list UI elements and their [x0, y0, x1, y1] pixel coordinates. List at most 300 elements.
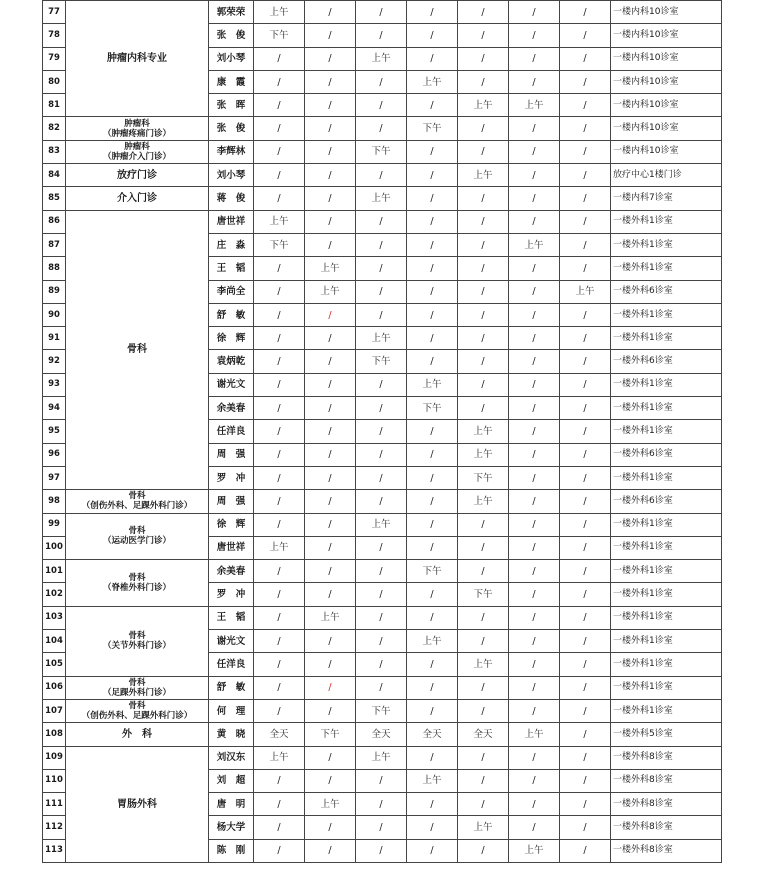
schedule-slot-day-3: /: [356, 117, 407, 140]
department-subname: （足踝外科门诊）: [102, 687, 171, 698]
schedule-slot-day-5: 上午: [458, 443, 509, 466]
doctor-name: 刘小琴: [209, 164, 254, 187]
schedule-slot-day-1: /: [254, 513, 305, 536]
schedule-slot-day-4: 上午: [407, 70, 458, 93]
schedule-slot-day-2: /: [305, 466, 356, 489]
schedule-slot-day-5: /: [458, 350, 509, 373]
department-cell: [66, 606, 209, 676]
schedule-slot-day-4: /: [407, 303, 458, 326]
schedule-slot-day-7: /: [560, 676, 611, 699]
department-cell: [66, 1, 209, 117]
schedule-slot-day-2: /: [305, 164, 356, 187]
doctor-name: 任洋良: [209, 420, 254, 443]
schedule-slot-day-7: /: [560, 723, 611, 746]
schedule-slot-day-3: /: [356, 490, 407, 513]
row-number: 107: [43, 699, 66, 722]
doctor-name: 唐世祥: [209, 536, 254, 559]
row-number: 98: [43, 490, 66, 513]
schedule-slot-day-7: /: [560, 560, 611, 583]
doctor-name: 刘小琴: [209, 47, 254, 70]
schedule-slot-day-5: /: [458, 560, 509, 583]
schedule-slot-day-4: /: [407, 536, 458, 559]
schedule-slot-day-4: 下午: [407, 397, 458, 420]
department-cell: [66, 490, 209, 513]
schedule-slot-day-2: /: [305, 47, 356, 70]
department-name: 骨科: [128, 526, 146, 537]
doctor-name: 刘 超: [209, 769, 254, 792]
schedule-slot-day-2: /: [305, 397, 356, 420]
department-subname: （关节外科门诊）: [102, 641, 171, 652]
department-subname: （肿瘤介入门诊）: [102, 151, 171, 162]
schedule-slot-day-6: /: [509, 117, 560, 140]
department-subname: （创伤外科、足踝外科门诊）: [81, 711, 193, 722]
doctor-name: 余美春: [209, 397, 254, 420]
row-number: 80: [43, 70, 66, 93]
schedule-slot-day-1: /: [254, 303, 305, 326]
schedule-slot-day-5: /: [458, 70, 509, 93]
clinic-room: 一楼外科1诊室: [611, 466, 722, 489]
department-cell: [66, 164, 209, 187]
doctor-name: 王 韬: [209, 257, 254, 280]
schedule-slot-day-5: /: [458, 280, 509, 303]
table-row: [43, 723, 722, 746]
schedule-slot-day-3: /: [356, 583, 407, 606]
row-number: 82: [43, 117, 66, 140]
schedule-slot-day-6: /: [509, 24, 560, 47]
schedule-slot-day-2: /: [305, 1, 356, 24]
schedule-slot-day-6: 上午: [509, 839, 560, 862]
clinic-room: 一楼内科10诊室: [611, 47, 722, 70]
schedule-slot-day-6: /: [509, 327, 560, 350]
schedule-slot-day-1: 上午: [254, 536, 305, 559]
schedule-slot-day-4: /: [407, 280, 458, 303]
schedule-slot-day-4: /: [407, 47, 458, 70]
doctor-name: 王 韬: [209, 606, 254, 629]
schedule-slot-day-2: /: [305, 443, 356, 466]
schedule-slot-day-4: 上午: [407, 373, 458, 396]
schedule-slot-day-1: /: [254, 373, 305, 396]
schedule-slot-day-7: /: [560, 653, 611, 676]
schedule-slot-day-1: /: [254, 443, 305, 466]
schedule-slot-day-3: /: [356, 164, 407, 187]
schedule-slot-day-7: /: [560, 816, 611, 839]
schedule-slot-day-4: /: [407, 490, 458, 513]
schedule-slot-day-1: /: [254, 420, 305, 443]
schedule-slot-day-1: /: [254, 793, 305, 816]
schedule-slot-day-1: /: [254, 630, 305, 653]
schedule-slot-day-7: 上午: [560, 280, 611, 303]
schedule-slot-day-3: /: [356, 280, 407, 303]
schedule-slot-day-1: /: [254, 583, 305, 606]
schedule-slot-day-2: 上午: [305, 257, 356, 280]
schedule-slot-day-7: /: [560, 699, 611, 722]
schedule-slot-day-3: /: [356, 94, 407, 117]
clinic-room: 一楼外科1诊室: [611, 210, 722, 233]
schedule-slot-day-1: /: [254, 816, 305, 839]
schedule-slot-day-7: /: [560, 793, 611, 816]
row-number: 102: [43, 583, 66, 606]
schedule-slot-day-3: /: [356, 466, 407, 489]
schedule-slot-day-7: /: [560, 373, 611, 396]
schedule-slot-day-6: /: [509, 257, 560, 280]
schedule-slot-day-6: /: [509, 630, 560, 653]
schedule-slot-day-3: /: [356, 1, 407, 24]
doctor-name: 徐 辉: [209, 327, 254, 350]
schedule-slot-day-1: 下午: [254, 24, 305, 47]
schedule-slot-day-7: /: [560, 94, 611, 117]
schedule-slot-day-6: /: [509, 210, 560, 233]
schedule-slot-day-2: /: [305, 420, 356, 443]
clinic-room: 一楼外科5诊室: [611, 723, 722, 746]
doctor-name: 罗 冲: [209, 583, 254, 606]
schedule-slot-day-3: /: [356, 769, 407, 792]
schedule-slot-day-7: /: [560, 233, 611, 256]
schedule-slot-day-7: /: [560, 466, 611, 489]
schedule-slot-day-4: /: [407, 583, 458, 606]
schedule-slot-day-2: 上午: [305, 793, 356, 816]
schedule-slot-day-4: /: [407, 513, 458, 536]
schedule-slot-day-3: /: [356, 839, 407, 862]
schedule-slot-day-3: /: [356, 630, 407, 653]
clinic-room: 一楼外科6诊室: [611, 490, 722, 513]
schedule-slot-day-3: 下午: [356, 350, 407, 373]
schedule-slot-day-7: /: [560, 187, 611, 210]
clinic-room: 一楼外科1诊室: [611, 583, 722, 606]
doctor-name: 蒋 俊: [209, 187, 254, 210]
row-number: 108: [43, 723, 66, 746]
department-cell: [66, 560, 209, 607]
schedule-slot-day-5: /: [458, 140, 509, 163]
row-number: 79: [43, 47, 66, 70]
row-number: 101: [43, 560, 66, 583]
row-number: 81: [43, 94, 66, 117]
table-row: [43, 1, 722, 24]
doctor-name: 周 强: [209, 443, 254, 466]
row-number: 95: [43, 420, 66, 443]
department-name: 骨科: [128, 572, 146, 583]
schedule-slot-day-5: /: [458, 257, 509, 280]
schedule-slot-day-6: /: [509, 816, 560, 839]
doctor-name: 唐世祥: [209, 210, 254, 233]
schedule-slot-day-3: 上午: [356, 47, 407, 70]
schedule-slot-day-2: /: [305, 536, 356, 559]
table-row: [43, 606, 722, 629]
schedule-slot-day-6: /: [509, 280, 560, 303]
schedule-slot-day-2: /: [305, 373, 356, 396]
row-number: 86: [43, 210, 66, 233]
doctor-name: 李尚全: [209, 280, 254, 303]
schedule-slot-day-2: /: [305, 140, 356, 163]
clinic-room: 一楼外科1诊室: [611, 303, 722, 326]
schedule-slot-day-5: /: [458, 1, 509, 24]
schedule-slot-day-2: 上午: [305, 280, 356, 303]
clinic-room: 一楼外科6诊室: [611, 280, 722, 303]
table-row: [43, 676, 722, 699]
department-subname: （脊椎外科门诊）: [102, 582, 171, 593]
clinic-room: 一楼外科6诊室: [611, 350, 722, 373]
doctor-name: 谢光文: [209, 373, 254, 396]
schedule-slot-day-3: /: [356, 210, 407, 233]
schedule-slot-day-3: /: [356, 653, 407, 676]
clinic-room: 一楼外科1诊室: [611, 327, 722, 350]
table-row: [43, 560, 722, 583]
schedule-slot-day-3: 上午: [356, 513, 407, 536]
table-row: [43, 117, 722, 140]
doctor-name: 郭荣荣: [209, 1, 254, 24]
row-number: 96: [43, 443, 66, 466]
schedule-slot-day-1: /: [254, 350, 305, 373]
schedule-slot-day-1: 下午: [254, 233, 305, 256]
clinic-room: 一楼内科7诊室: [611, 187, 722, 210]
doctor-name: 舒 敏: [209, 303, 254, 326]
schedule-slot-day-2: /: [305, 117, 356, 140]
clinic-room: 一楼外科1诊室: [611, 699, 722, 722]
clinic-room: 一楼内科10诊室: [611, 140, 722, 163]
schedule-slot-day-5: /: [458, 187, 509, 210]
schedule-slot-day-5: 上午: [458, 653, 509, 676]
row-number: 85: [43, 187, 66, 210]
clinic-room: 一楼外科1诊室: [611, 560, 722, 583]
schedule-slot-day-4: /: [407, 257, 458, 280]
schedule-slot-day-4: 下午: [407, 560, 458, 583]
schedule-slot-day-6: /: [509, 373, 560, 396]
doctor-name: 周 强: [209, 490, 254, 513]
schedule-slot-day-7: /: [560, 117, 611, 140]
schedule-slot-day-6: /: [509, 443, 560, 466]
row-number: 91: [43, 327, 66, 350]
schedule-body: [43, 1, 722, 863]
clinic-room: 一楼外科8诊室: [611, 839, 722, 862]
clinic-room: 一楼外科1诊室: [611, 373, 722, 396]
schedule-slot-day-2: /: [305, 233, 356, 256]
doctor-name: 何 理: [209, 699, 254, 722]
schedule-slot-day-2: /: [305, 513, 356, 536]
row-number: 77: [43, 1, 66, 24]
schedule-slot-day-3: 上午: [356, 327, 407, 350]
row-number: 111: [43, 793, 66, 816]
clinic-room: 一楼外科1诊室: [611, 397, 722, 420]
schedule-slot-day-4: /: [407, 653, 458, 676]
schedule-slot-day-7: /: [560, 769, 611, 792]
schedule-slot-day-2: /: [305, 94, 356, 117]
schedule-slot-day-4: /: [407, 606, 458, 629]
schedule-slot-day-1: /: [254, 280, 305, 303]
schedule-slot-day-6: 上午: [509, 94, 560, 117]
clinic-room: 一楼外科6诊室: [611, 443, 722, 466]
schedule-slot-day-2: /: [305, 303, 356, 326]
schedule-slot-day-1: /: [254, 70, 305, 93]
schedule-slot-day-3: /: [356, 676, 407, 699]
row-number: 97: [43, 466, 66, 489]
schedule-slot-day-4: /: [407, 793, 458, 816]
table-row: [43, 490, 722, 513]
schedule-slot-day-4: /: [407, 676, 458, 699]
department-name: 放疗门诊: [117, 169, 157, 181]
schedule-slot-day-6: /: [509, 513, 560, 536]
department-name: 胃肠外科: [117, 798, 157, 810]
schedule-slot-day-1: /: [254, 490, 305, 513]
schedule-slot-day-5: /: [458, 606, 509, 629]
department-cell: [66, 187, 209, 210]
schedule-slot-day-4: /: [407, 746, 458, 769]
schedule-slot-day-3: /: [356, 257, 407, 280]
schedule-slot-day-1: 上午: [254, 1, 305, 24]
schedule-slot-day-4: /: [407, 839, 458, 862]
doctor-name: 张 俊: [209, 24, 254, 47]
clinic-room: 一楼外科1诊室: [611, 653, 722, 676]
clinic-room: 一楼外科1诊室: [611, 536, 722, 559]
row-number: 83: [43, 140, 66, 163]
schedule-slot-day-5: 上午: [458, 490, 509, 513]
schedule-slot-day-7: /: [560, 1, 611, 24]
row-number: 99: [43, 513, 66, 536]
schedule-slot-day-2: /: [305, 327, 356, 350]
schedule-slot-day-5: /: [458, 373, 509, 396]
department-name: 肿瘤内科专业: [107, 53, 167, 65]
schedule-slot-day-7: /: [560, 606, 611, 629]
schedule-slot-day-4: /: [407, 327, 458, 350]
schedule-slot-day-6: /: [509, 699, 560, 722]
clinic-schedule-table: [42, 0, 722, 863]
schedule-slot-day-1: 上午: [254, 746, 305, 769]
schedule-slot-day-7: /: [560, 257, 611, 280]
schedule-slot-day-5: /: [458, 117, 509, 140]
row-number: 113: [43, 839, 66, 862]
schedule-slot-day-3: /: [356, 536, 407, 559]
doctor-name: 张 晖: [209, 94, 254, 117]
schedule-slot-day-6: /: [509, 47, 560, 70]
schedule-slot-day-5: /: [458, 233, 509, 256]
table-row: [43, 187, 722, 210]
clinic-room: 一楼外科8诊室: [611, 793, 722, 816]
schedule-slot-day-2: /: [305, 676, 356, 699]
row-number: 110: [43, 769, 66, 792]
schedule-slot-day-7: /: [560, 443, 611, 466]
schedule-slot-day-5: /: [458, 210, 509, 233]
schedule-slot-day-5: /: [458, 793, 509, 816]
schedule-slot-day-6: /: [509, 397, 560, 420]
row-number: 89: [43, 280, 66, 303]
department-cell: [66, 746, 209, 862]
doctor-name: 黄 晓: [209, 723, 254, 746]
doctor-name: 庄 淼: [209, 233, 254, 256]
doctor-name: 张 俊: [209, 117, 254, 140]
schedule-slot-day-6: /: [509, 70, 560, 93]
department-cell: [66, 210, 209, 490]
schedule-slot-day-4: /: [407, 140, 458, 163]
schedule-slot-day-4: 上午: [407, 630, 458, 653]
schedule-slot-day-4: /: [407, 443, 458, 466]
schedule-slot-day-4: /: [407, 210, 458, 233]
clinic-room: 一楼外科1诊室: [611, 233, 722, 256]
department-cell: [66, 699, 209, 722]
table-row: [43, 699, 722, 722]
schedule-slot-day-6: /: [509, 583, 560, 606]
schedule-slot-day-3: /: [356, 816, 407, 839]
department-cell: [66, 676, 209, 699]
clinic-room: 一楼外科1诊室: [611, 420, 722, 443]
schedule-slot-day-5: /: [458, 676, 509, 699]
schedule-slot-day-1: /: [254, 769, 305, 792]
schedule-slot-day-7: /: [560, 490, 611, 513]
schedule-slot-day-1: /: [254, 47, 305, 70]
schedule-slot-day-5: /: [458, 769, 509, 792]
row-number: 100: [43, 536, 66, 559]
schedule-slot-day-5: 上午: [458, 164, 509, 187]
schedule-slot-day-4: /: [407, 1, 458, 24]
schedule-slot-day-3: /: [356, 606, 407, 629]
schedule-slot-day-1: /: [254, 606, 305, 629]
schedule-slot-day-6: /: [509, 303, 560, 326]
schedule-slot-day-3: /: [356, 373, 407, 396]
department-name: 介入门诊: [117, 193, 157, 205]
row-number: 104: [43, 630, 66, 653]
schedule-slot-day-4: /: [407, 420, 458, 443]
schedule-slot-day-7: /: [560, 303, 611, 326]
row-number: 84: [43, 164, 66, 187]
schedule-slot-day-6: /: [509, 140, 560, 163]
schedule-slot-day-3: /: [356, 397, 407, 420]
row-number: 109: [43, 746, 66, 769]
clinic-room: 一楼外科1诊室: [611, 257, 722, 280]
department-subname: （肿瘤疼痛门诊）: [102, 128, 171, 139]
schedule-slot-day-5: /: [458, 699, 509, 722]
schedule-slot-day-4: 全天: [407, 723, 458, 746]
row-number: 92: [43, 350, 66, 373]
schedule-slot-day-6: /: [509, 606, 560, 629]
schedule-slot-day-4: /: [407, 164, 458, 187]
schedule-slot-day-6: /: [509, 1, 560, 24]
clinic-room: 一楼内科10诊室: [611, 117, 722, 140]
schedule-slot-day-5: 上午: [458, 420, 509, 443]
row-number: 112: [43, 816, 66, 839]
schedule-slot-day-2: /: [305, 24, 356, 47]
schedule-slot-day-4: /: [407, 816, 458, 839]
clinic-room: 放疗中心1楼门诊: [611, 164, 722, 187]
schedule-slot-day-6: /: [509, 164, 560, 187]
schedule-slot-day-5: /: [458, 327, 509, 350]
schedule-slot-day-1: 上午: [254, 210, 305, 233]
schedule-slot-day-5: /: [458, 630, 509, 653]
schedule-slot-day-7: /: [560, 210, 611, 233]
schedule-slot-day-6: /: [509, 466, 560, 489]
schedule-slot-day-2: /: [305, 630, 356, 653]
doctor-name: 康 霞: [209, 70, 254, 93]
schedule-slot-day-6: /: [509, 769, 560, 792]
schedule-slot-day-3: /: [356, 793, 407, 816]
schedule-slot-day-1: /: [254, 327, 305, 350]
schedule-slot-day-1: /: [254, 466, 305, 489]
schedule-slot-day-1: /: [254, 187, 305, 210]
clinic-room: 一楼内科10诊室: [611, 24, 722, 47]
schedule-slot-day-2: 下午: [305, 723, 356, 746]
row-number: 94: [43, 397, 66, 420]
table-row: [43, 513, 722, 536]
schedule-slot-day-7: /: [560, 583, 611, 606]
schedule-slot-day-3: /: [356, 24, 407, 47]
schedule-slot-day-1: /: [254, 839, 305, 862]
schedule-slot-day-2: /: [305, 187, 356, 210]
schedule-slot-day-4: /: [407, 466, 458, 489]
doctor-name: 任洋良: [209, 653, 254, 676]
schedule-slot-day-5: /: [458, 536, 509, 559]
clinic-room: 一楼内科10诊室: [611, 94, 722, 117]
schedule-slot-day-4: /: [407, 187, 458, 210]
schedule-slot-day-7: /: [560, 327, 611, 350]
doctor-name: 袁炳乾: [209, 350, 254, 373]
clinic-room: 一楼内科10诊室: [611, 70, 722, 93]
row-number: 90: [43, 303, 66, 326]
